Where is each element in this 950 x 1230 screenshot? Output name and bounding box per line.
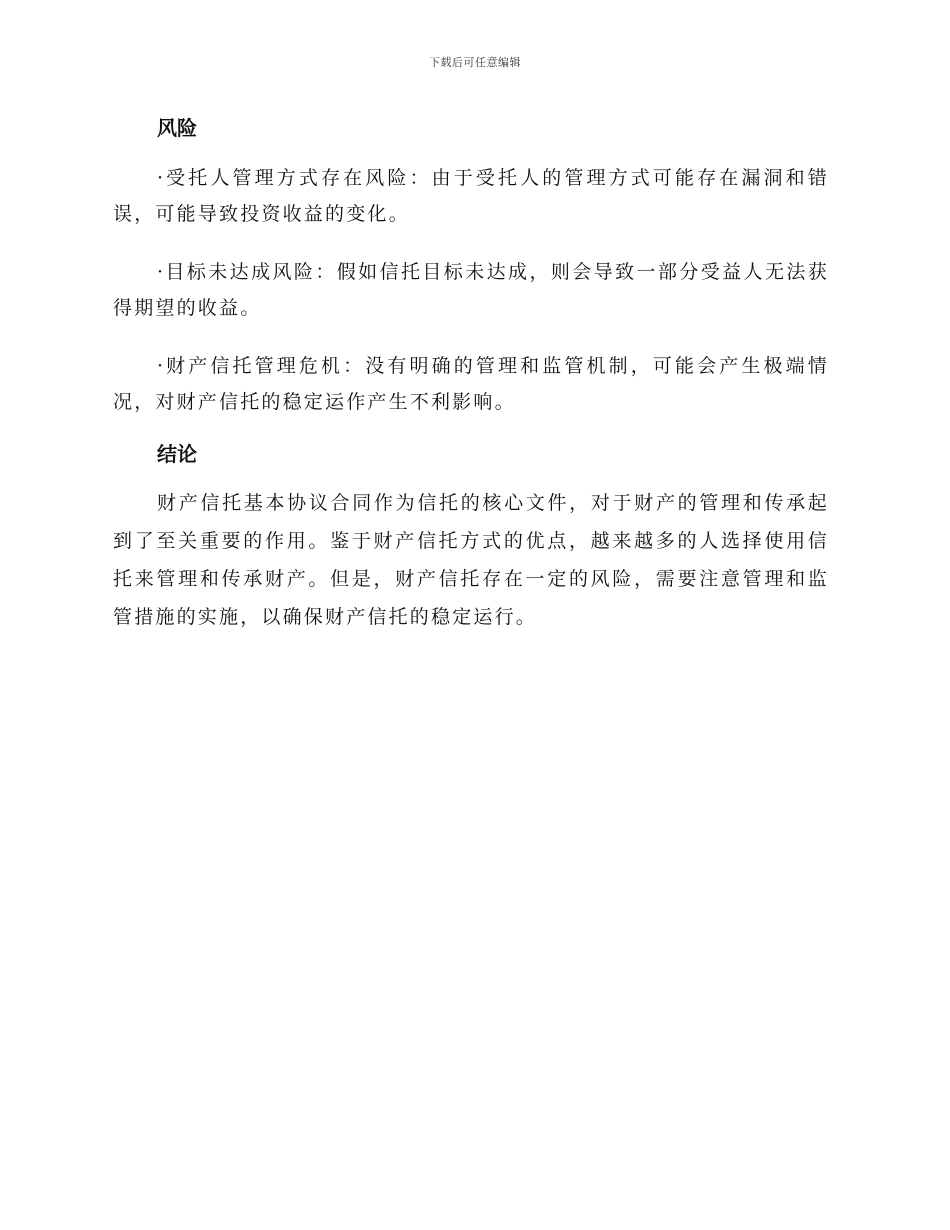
conclusion-section-heading: 结论 — [157, 442, 197, 466]
risk-item-trustee-management: ·受托人管理方式存在风险：由于受托人的管理方式可能存在漏洞和错误，可能导致投资收益的变化。 — [113, 167, 829, 225]
risk-item-management-crisis: ·财产信托管理危机：没有明确的管理和监管机制，可能会产生极端情况，对财产信托的稳定运作产生不利影响。 — [113, 355, 829, 413]
header-note: 下载后可任意编辑 — [429, 56, 521, 69]
risk-item-goal-not-achieved: ·目标未达成风险：假如信托目标未达成，则会导致一部分受益人无法获得期望的收益。 — [113, 261, 829, 319]
document-body — [113, 110, 829, 636]
conclusion-paragraph: 财产信托基本协议合同作为信托的核心文件，对于财产的管理和传承起到了至关重要的作用。鉴于财产信托方式的优点，越来越多的人选择使用信托来管理和传承财产。但是，财产信托存在一定的风险，需要注意管理和监管措施的实施，以确保财产信托的稳定运行。 — [113, 492, 829, 628]
risk-section-heading: 风险 — [157, 116, 197, 140]
risk-list — [113, 160, 829, 420]
